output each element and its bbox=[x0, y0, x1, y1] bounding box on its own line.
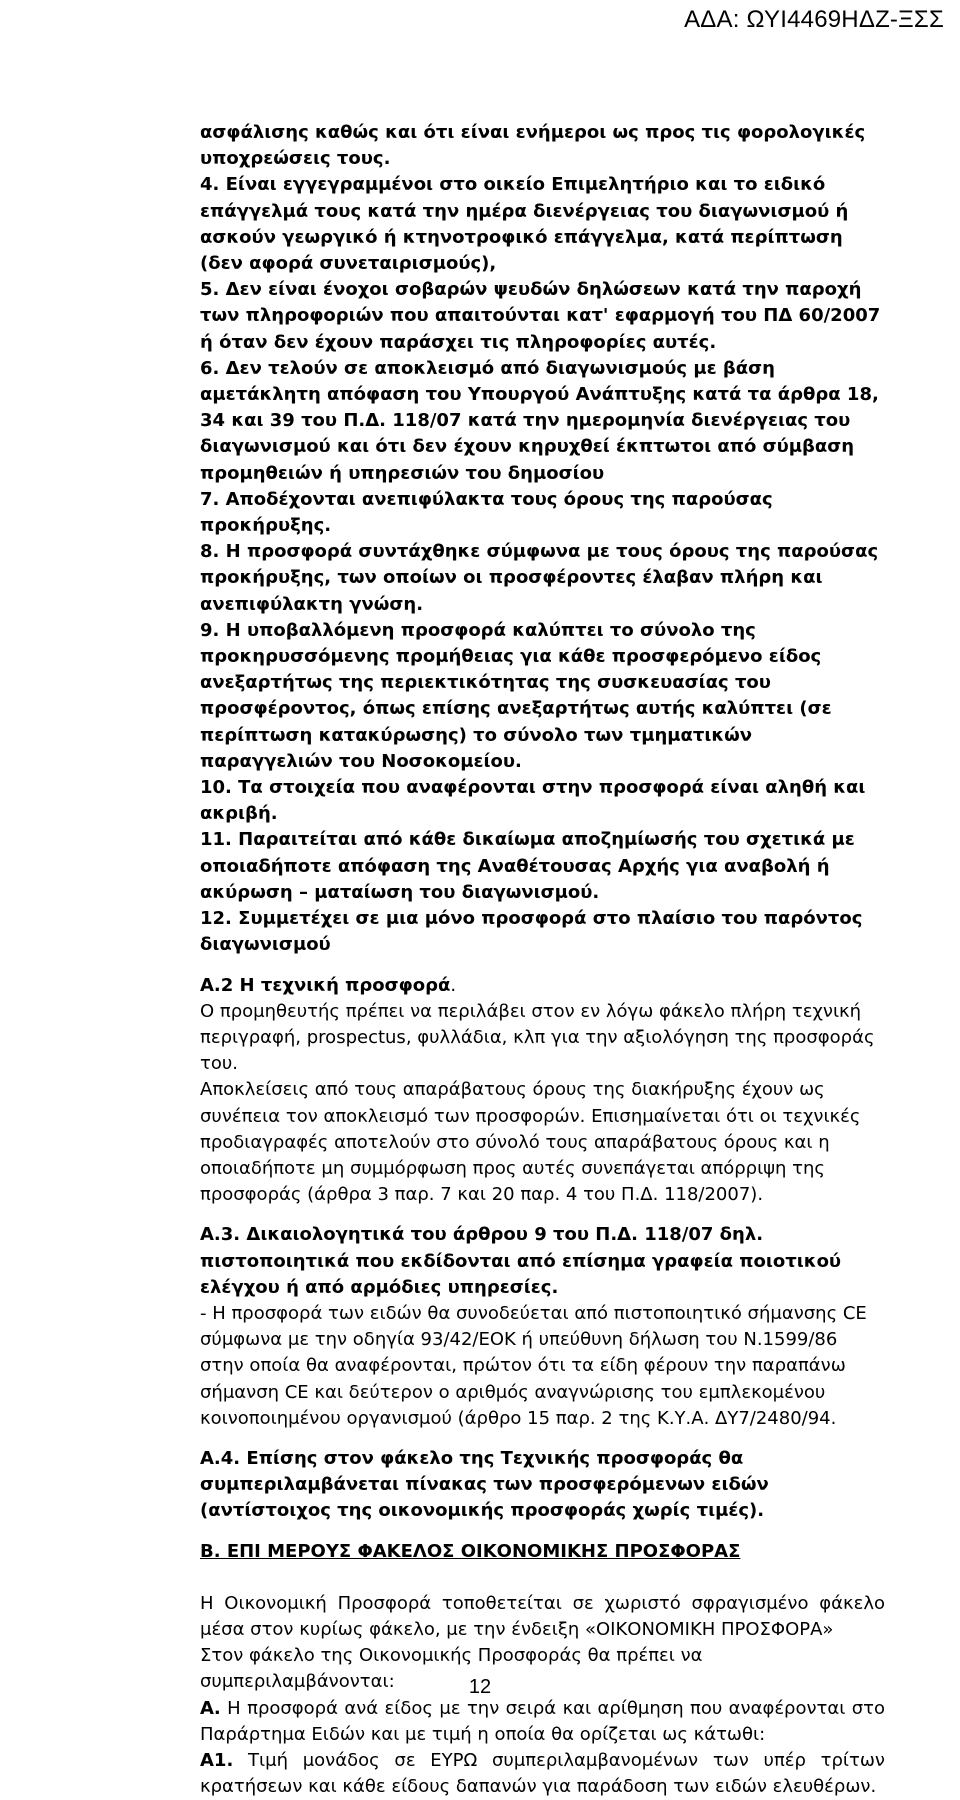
section-b-paragraph-1: Η Οικονομική Προσφορά τοποθετείται σε χωριστό σφραγισμένο φάκελο μέσα στον κυρίως φάκελο, με την ένδειξη «ΟΙΚΟΝΟΜΙΚΗ ΠΡΟΣΦΟΡΑ» bbox=[200, 1592, 885, 1640]
section-b-paragraph-2: Στον φάκελο της Οικονομικής Προσφοράς θα πρέπει να συμπεριλαμβάνονται: bbox=[200, 1645, 703, 1693]
item-a1-label: Α1. bbox=[200, 1749, 234, 1771]
item-6: 6. Δεν τελούν σε αποκλεισμό από διαγωνισμούς με βάση αμετάκλητη απόφαση του Υπουργού Ανάπτυξης κατά τα άρθρα 18, 34 και 39 του Π.Δ. 118/07 κατά την ημερομηνία διενέργειας του διαγωνισμού και ότι δεν έχουν κηρυχθεί έκπτωτοι από σύμβαση προμηθειών ή υπηρεσιών του δημοσίου bbox=[200, 357, 879, 484]
document-body bbox=[200, 120, 885, 1800]
item-9: 9. Η υποβαλλόμενη προσφορά καλύπτει το σύνολο της προκηρυσσόμενης προμήθειας για κάθε προσφερόμενο είδος ανεξαρτήτως της περιεκτικότητας της συσκευασίας του προσφέροντος, όπως επίσης ανεξαρτήτως αυτής καλύπτει (σε περίπτωση κατακύρωσης) το σύνολο των τμηματικών παραγγελιών του Νοσοκομείου. bbox=[200, 619, 832, 772]
spacer bbox=[200, 959, 885, 973]
item-10: 10. Τα στοιχεία που αναφέρονται στην προσφορά είναι αληθή και ακριβή. bbox=[200, 777, 866, 825]
item-11: 11. Παραιτείται από κάθε δικαίωμα αποζημίωσής του σχετικά με οποιαδήποτε απόφαση της Αναθέτουσας Αρχής για αναβολή ή ακύρωση – ματαίωση του διαγωνισμού. bbox=[200, 829, 855, 903]
section-a3-heading: Α.3. Δικαιολογητικά του άρθρου 9 του Π.Δ. 118/07 δηλ. πιστοποιητικά που εκδίδονται από επίσημα γραφεία ποιοτικού ελέγχου ή από αρμόδιες υπηρεσίες. bbox=[200, 1224, 842, 1298]
spacer bbox=[200, 1208, 885, 1222]
section-b-heading: Β. ΕΠΙ ΜΕΡΟΥΣ ΦΑΚΕΛΟΣ ΟΙΚΟΝΟΜΙΚΗΣ ΠΡΟΣΦΟΡΑΣ bbox=[200, 1540, 741, 1562]
item-12: 12. Συμμετέχει σε μια μόνο προσφορά στο πλαίσιο του παρόντος διαγωνισμού bbox=[200, 908, 863, 956]
section-a3-paragraph: - Η προσφορά των ειδών θα συνοδεύεται από πιστοποιητικό σήμανσης CE σύμφωνα με την οδηγία 93/42/ΕΟΚ ή υπεύθυνη δήλωση του Ν.1599/86 στην οποία θα αναφέρονται, πρώτον ότι τα είδη φέρουν την παραπάνω σήμανση CE και δεύτερον ο αριθμός αναγνώρισης του εμπλεκομένου κοινοποιημένου οργανισμού (άρθρο 15 παρ. 2 της Κ.Υ.Α. ΔΥ7/2480/94. bbox=[200, 1302, 867, 1429]
section-b-item-a1 bbox=[200, 1748, 885, 1800]
item-a-text: Η προσφορά ανά είδος με την σειρά και αρίθμηση που αναφέρονται στο Παράρτημα Ειδών και με τιμή η οποία θα ορίζεται ως κάτωθι: bbox=[200, 1697, 885, 1745]
section-a2-title: Α.2 Η τεχνική προσφορά bbox=[200, 974, 451, 996]
section-a2-heading bbox=[200, 973, 885, 999]
item-8: 8. Η προσφορά συντάχθηκε σύμφωνα με τους όρους της παρούσας προκήρυξης, των οποίων οι προσφέροντες έλαβαν πλήρη και ανεπιφύλακτη γνώση. bbox=[200, 541, 879, 615]
item-5: 5. Δεν είναι ένοχοι σοβαρών ψευδών δηλώσεων κατά την παροχή των πληροφοριών που απαιτούνται κατ' εφαρμογή του ΠΔ 60/2007 ή όταν δεν έχουν παράσχει τις πληροφορίες αυτές. bbox=[200, 279, 881, 353]
page-number: 12 bbox=[468, 1676, 492, 1698]
item-7: 7. Αποδέχονται ανεπιφύλακτα τους όρους της παρούσας προκήρυξης. bbox=[200, 488, 773, 537]
section-a4-heading: Α.4. Επίσης στον φάκελο της Τεχνικής προσφοράς θα συμπεριλαμβάνεται πίνακας των προσφερόμενων ειδών (αντίστοιχος της οικονομικής προσφοράς χωρίς τιμές). bbox=[200, 1447, 769, 1522]
section-b-item-a bbox=[200, 1696, 885, 1748]
item-a-label: Α. bbox=[200, 1697, 221, 1719]
ada-code: ΑΔΑ: ΩΥΙ4469ΗΔΖ-ΞΣΣ bbox=[684, 6, 944, 33]
item-4: 4. Είναι εγγεγραμμένοι στο οικείο Επιμελητήριο και το ειδικό επάγγελμά τους κατά την ημέρα διενέργειας του διαγωνισμού ή ασκούν γεωργικό ή κτηνοτροφικό επάγγελμα, κατά περίπτωση (δεν αφορά συνεταιρισμούς), bbox=[200, 174, 849, 275]
section-a2-paragraph-1: Ο προμηθευτής πρέπει να περιλάβει στον εν λόγω φάκελο πλήρη τεχνική περιγραφή, prospectus, φυλλάδια, κλπ για την αξιολόγηση της προσφοράς του. bbox=[200, 1000, 875, 1075]
section-a2-paragraph-2: Αποκλείσεις από τους απαράβατους όρους της διακήρυξης έχουν ως συνέπεια τον αποκλεισμό των προσφορών. Επισημαίνεται ότι οι τεχνικές προδιαγραφές αποτελούν στο σύνολό τους απαράβατους όρους και η οποιαδήποτε μη συμμόρφωση προς αυτές συνεπάγεται απόρριψη της προσφοράς (άρθρα 3 παρ. 7 και 20 παρ. 4 του Π.Δ. 118/2007). bbox=[200, 1079, 861, 1206]
item-a1-text: Τιμή μονάδος σε ΕΥΡΩ συμπεριλαμβανομένων των υπέρ τρίτων κρατήσεων και κάθε είδους δαπανών για παράδοση των ειδών ελευθέρων. bbox=[200, 1749, 885, 1798]
item-paragraph: ασφάλισης καθώς και ότι είναι ενήμεροι ως προς τις φορολογικές υποχρεώσεις τους. bbox=[200, 122, 866, 170]
spacer bbox=[200, 1525, 885, 1539]
spacer bbox=[200, 1565, 885, 1591]
spacer bbox=[200, 1432, 885, 1446]
section-a2-dot: . bbox=[450, 974, 457, 996]
